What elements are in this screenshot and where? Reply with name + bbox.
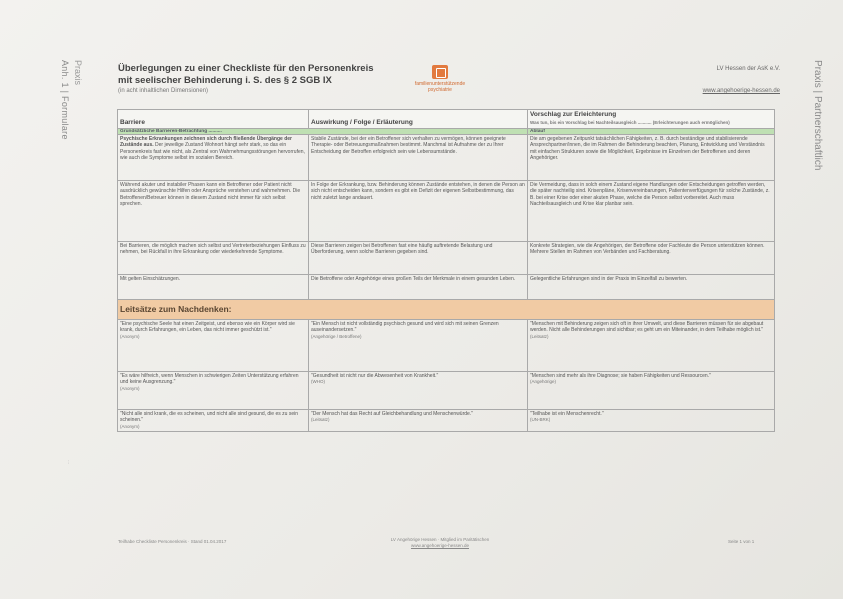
section-heading-leitsaetze: Leitsätze zum Nachdenken:: [118, 300, 775, 320]
quote-text: "Teilhabe ist ein Menschenrecht.": [530, 411, 604, 417]
table-cell: Bei Barrieren, die möglich machen sich selbst und Vertreterbeziehungen Einfluss zu nehmen, bei Rückfall in ihre Erkrankung oder wiederkehrende Symptome.: [118, 242, 309, 275]
table-row: [118, 181, 775, 242]
document-title-line2: mit seelischer Behinderung i. S. des § 2 SGB IX: [118, 75, 332, 86]
quote-cell: [118, 410, 309, 432]
logo-text-line1: familienunterstützende: [414, 81, 466, 87]
section-band-label: Grundsätzliche Barrieren-Betrachtung ..........: [118, 129, 528, 135]
quote-text: "Menschen sind mehr als ihre Diagnose; sie haben Fähigkeiten und Ressourcen.": [530, 373, 711, 379]
document-title-block: [118, 63, 374, 94]
document-title-line1: Überlegungen zu einer Checkliste für den Personenkreis: [118, 63, 374, 74]
table-cell: Gelegentliche Erfahrungen sind in der Praxis im Einzelfall zu bewerten.: [528, 275, 775, 300]
table-row: [118, 275, 775, 300]
table-row: [118, 135, 775, 181]
quote-cell: [118, 372, 309, 410]
checklist-table: [117, 109, 775, 432]
footer-page-number: Seite 1 von 1: [728, 539, 755, 544]
quote-source: (Anonym): [120, 385, 140, 391]
table-cell: Diese Barrieren zeigen bei Betroffenen fast eine häufig auftretende Belastung und Überforderung, wenn solche Barrieren gegeben sind.: [309, 242, 528, 275]
quote-row: [118, 410, 775, 432]
organization-website-link[interactable]: www.angehoerige-hessen.de: [702, 88, 780, 94]
quote-text: "Ein Mensch ist nicht vollständig psychisch gesund und wird sich mit seinen Grenzen auseinandersetzen.": [311, 321, 499, 334]
quote-cell: [309, 372, 528, 410]
column-header-vorschlag: [528, 110, 775, 129]
table-cell: Stabile Zustände, bei der ein Betroffener sich verhalten zu vermögen, können geeignete Therapie- oder Betreuungsmaßnahmen bestimmt. Manchmal ist Aufnahme der zu Ihrer Entscheidung der Betroffen erfolgreich sein wie Lebensumstände.: [309, 135, 528, 181]
footer-document-info: Teilhabe Checkliste Personenkreis · Stand 01.04.2017: [118, 539, 227, 544]
quote-cell: [528, 372, 775, 410]
logo-icon: [432, 65, 448, 79]
quote-source: (WHO): [311, 379, 325, 385]
table-cell: Die Betroffene oder Angehörige eines großen Teils der Merkmale in einem gesunden Leben.: [309, 275, 528, 300]
table-cell: Die Vermeidung, dass in solch einem Zustand eigene Handlungen oder Entscheidungen getroffen werden, die später nachteilig sind. Krisenpläne, Krisenvereinbarungen, Patientenverfügungen für solche Zustände, z. B. bei einer Krise oder einer akuten Phase, welche die Person selbst vorbereitet. Auch muss Nachteilsausgleich und Krise klar planbar sein.: [528, 181, 775, 242]
left-margin-label: Anh. 1 | Formulare: [60, 60, 70, 140]
table-row: [118, 242, 775, 275]
cell-bold-text: Psychische Erkrankungen zeichnen sich durch fließende Übergänge der Zustände aus.: [120, 136, 292, 149]
quote-source: (Leitsatz): [530, 333, 549, 339]
table-header-row: [118, 110, 775, 129]
organization-name: LV Hessen der AsK e.V.: [716, 66, 780, 72]
column-header-vorschlag-hint: Was tun, bis ein Vorschlag bei Nachteilsausgleich ........... (Erleichterungen auch ermöglichen): [530, 120, 730, 125]
section-band-orange: [118, 300, 775, 320]
quote-source: (Anonym): [120, 333, 140, 339]
logo-text-line2: psychiatrie: [428, 87, 452, 93]
cell-text: Der jeweilige Zustand Wohnort hängt sehr stark, so das ein Personenkreis fast wie nicht, als Zentral von Wahrnehmungsstörungen hervorrufen, wie auch die Symptome selbst im sozialen Bereich.: [120, 142, 305, 162]
table-cell: Mit gelten Einschätzungen.: [118, 275, 309, 300]
column-header-auswirkung: Auswirkung / Folge / Erläuterung: [309, 110, 528, 129]
footer-website-link[interactable]: www.angehoerige-hessen.de: [410, 543, 470, 548]
quote-cell: [528, 320, 775, 372]
organization-logo: [410, 65, 470, 93]
quote-row: [118, 372, 775, 410]
quote-text: "Der Mensch hat das Recht auf Gleichbehandlung und Menschenwürde.": [311, 411, 473, 417]
document-subtitle: (in acht inhaltlichen Dimensionen): [118, 88, 209, 94]
quote-cell: [528, 410, 775, 432]
section-band-right-label: Ablauf: [528, 129, 775, 135]
quote-row: [118, 320, 775, 372]
column-header-barriere: Barriere: [118, 110, 309, 129]
table-cell: In Folge der Erkrankung, bzw. Behinderung können Zustände entstehen, in denen die Person an sich nicht entscheiden kann, sondern es gibt ein Defizit der eigenen Selbstbestimmung, das nicht zuletzt lange andauert.: [309, 181, 528, 242]
quote-source: (Angehörige / Betroffene): [311, 333, 362, 339]
quote-text: "Nicht alle sind krank, die es scheinen, und nicht alle sind gesund, die es zu sein scheinen.": [120, 411, 298, 424]
quote-cell: [118, 320, 309, 372]
quote-text: "Gesundheit ist nicht nur die Abwesenheit von Krankheit.": [311, 373, 439, 379]
table-cell: Während akuter und instabiler Phasen kann ein Betroffener oder Patient nicht ausdrücklich gewünschte Hilfen oder Ansprüche verstehen und wahrnehmen. Die Betroffenen/Betreuer können in diesem Zustand nicht immer für sich selbst sprechen.: [118, 181, 309, 242]
quote-source: (UN-BRK): [530, 417, 551, 423]
column-header-vorschlag-label: Vorschlag zur Erleichterung: [530, 111, 617, 118]
quote-text: "Eine psychische Seele hat einen Zeitgeist, und ebenso wie ein Körper wird sie krank, durch Erfahrungen, ein Leben, das nicht immer geschützt ist.": [120, 321, 295, 334]
table-cell: Die am gegebenen Zeitpunkt tatsächlichen Fähigkeiten, z. B. durch beständige und stabilisierende Ansprechpartner/innen, die im Rahmen die Behinderung beachten, Planung, Entwicklung und Verständnis mit einfachen Strukturen sowie die Möglichkeit, Ergebnisse im Einzelnen der Betroffenen und deren Angehöriger.: [528, 135, 775, 181]
left-margin-note: ...: [66, 460, 72, 465]
table-cell: [118, 135, 309, 181]
right-margin-label: Praxis | Partnerschaftlich: [812, 60, 823, 171]
quote-text: "Menschen mit Behinderung zeigen sich oft in ihrer Umwelt, und diese Barrieren müssen für sie abgebaut werden. Nicht alle Behinderungen sind sichtbar; es geht um ein Miteinander, in dem Teilhabe möglich ist.": [530, 321, 764, 334]
quote-cell: [309, 410, 528, 432]
quote-source: (Leitsatz): [311, 417, 330, 423]
footer-organization: LV Angehörige Hessen · Mitglied im Paritätischen: [390, 537, 490, 542]
left-margin-sublabel: Praxis: [73, 60, 83, 86]
quote-text: "Es wäre hilfreich, wenn Menschen in schwierigen Zeiten Unterstützung erfahren und keine Ausgrenzung.": [120, 373, 299, 386]
footer-center: [365, 537, 515, 549]
table-cell: Konkrete Strategien, wie die Angehörigen, der Betroffene oder Fachleute die Person unterstützen können. Mehrere Stellen im Rahmen von Verbänden und Fachberatung.: [528, 242, 775, 275]
quote-cell: [309, 320, 528, 372]
quote-source: (Angehörige): [530, 379, 557, 385]
quote-source: (Anonym): [120, 423, 140, 429]
